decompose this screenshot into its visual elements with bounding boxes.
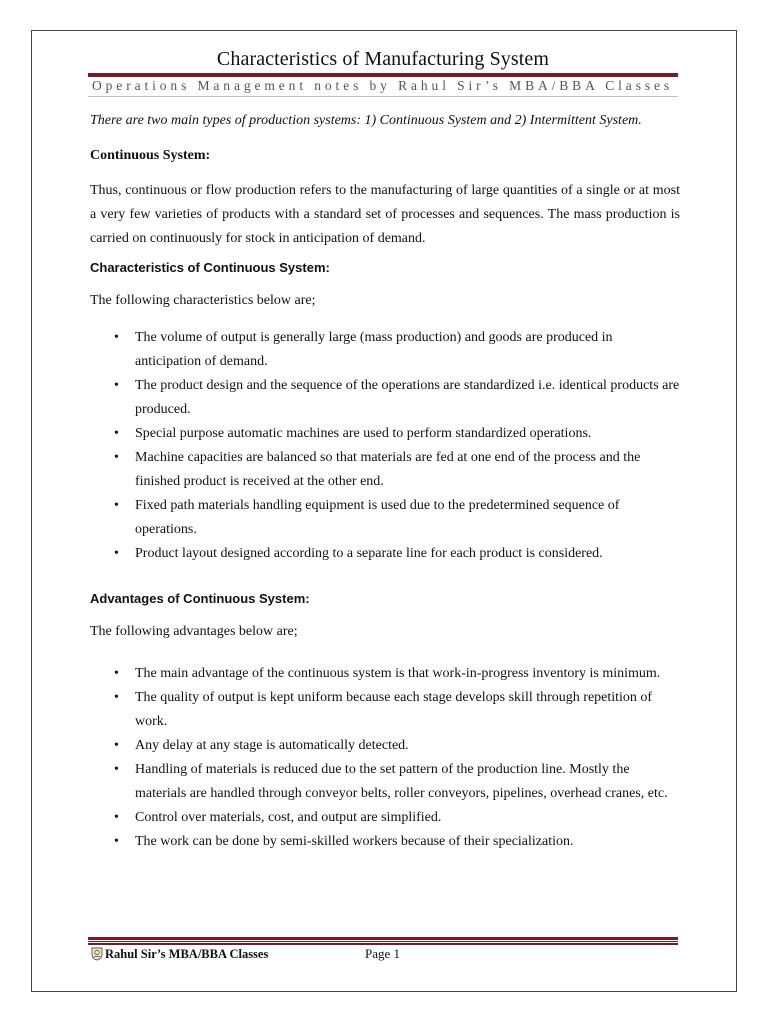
- list-item: • The volume of output is generally large (mass production) and goods are produced in anticipation of demand.: [90, 326, 680, 374]
- characteristics-list: [90, 326, 680, 566]
- header-subtitle: Operations Management notes by Rahul Sir’s MBA/BBA Classes: [92, 78, 674, 93]
- document-body: [90, 109, 680, 854]
- continuous-paragraph: Thus, continuous or flow production refers to the manufacturing of large quantities of a single or at most a very few varieties of products with a standard set of processes and sequences. The mass production is carried on continuously for stock in anticipation of demand.: [90, 183, 680, 246]
- list-item: • The work can be done by semi-skilled workers because of their specialization.: [90, 830, 680, 854]
- page-title: Characteristics of Manufacturing System: [216, 48, 550, 70]
- footer-rule: [88, 937, 678, 945]
- crest-icon: [90, 947, 104, 961]
- footer-brand: Rahul Sir’s MBA/BBA Classes: [105, 947, 269, 961]
- list-item: • Handling of materials is reduced due to the set pattern of the production line. Mostly the materials are handled through conveyor belts, roller conveyors, pipelines, overhead cranes, etc.: [90, 758, 680, 806]
- page-number: Page 1: [365, 946, 401, 961]
- header-underline: [88, 96, 678, 97]
- list-item: • Machine capacities are balanced so that materials are fed at one end of the process and the finished product is received at the other end.: [90, 446, 680, 494]
- list-item: • The quality of output is kept uniform because each stage develops skill through repetition of work.: [90, 686, 680, 734]
- intro-text: There are two main types of production systems: 1) Continuous System and 2) Intermittent System.: [90, 113, 642, 128]
- advantages-lead: The following advantages below are;: [90, 624, 298, 639]
- list-item: • Product layout designed according to a separate line for each product is considered.: [90, 542, 680, 566]
- list-item: • Special purpose automatic machines are used to perform standardized operations.: [90, 422, 680, 446]
- characteristics-heading: Characteristics of Continuous System:: [90, 260, 330, 275]
- characteristics-lead: The following characteristics below are;: [90, 293, 316, 308]
- list-item: • The product design and the sequence of the operations are standardized i.e. identical products are produced.: [90, 374, 680, 422]
- list-item: • The main advantage of the continuous system is that work-in-progress inventory is minimum.: [90, 662, 680, 686]
- continuous-heading: Continuous System:: [90, 148, 211, 163]
- list-item: • Fixed path materials handling equipment is used due to the predetermined sequence of operations.: [90, 494, 680, 542]
- advantages-heading: Advantages of Continuous System:: [90, 591, 310, 606]
- advantages-list: [90, 662, 680, 854]
- list-item: • Control over materials, cost, and output are simplified.: [90, 806, 680, 830]
- list-item: • Any delay at any stage is automatically detected.: [90, 734, 680, 758]
- page-footer: [90, 945, 680, 963]
